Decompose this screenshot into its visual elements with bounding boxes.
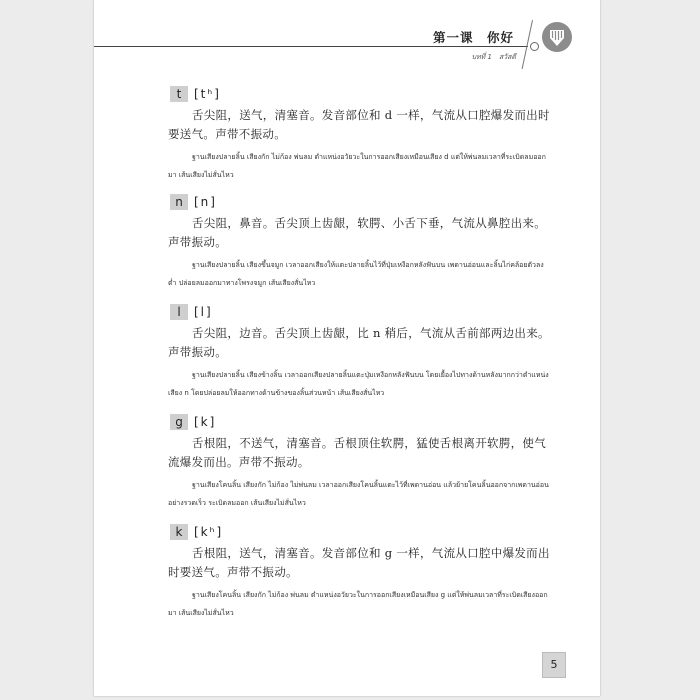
thai-description: ฐานเสียงปลายลิ้น เสียงขึ้นจมูก เวลาออกเสียงให้แตะปลายลิ้นไว้ที่ปุ่มเหงือกหลังฟันบน เพดานอ่อนและลิ้นไก่คล้อยตัวลงต่ำ ปล่อยลมออกมาทางโพรงจมูก เส้นเสียงสั่นไหว: [168, 261, 544, 287]
header-knob: [530, 42, 539, 51]
lesson-title: 第一课 你好: [432, 30, 514, 45]
chinese-description: 舌尖阻，鼻音。舌尖顶上齿龈，软腭、小舌下垂，气流从鼻腔出来。声带振动。: [168, 216, 546, 249]
letter-tag: t: [170, 86, 188, 102]
ipa-symbol: [l]: [194, 305, 213, 319]
chinese-description: 舌根阻，不送气，清塞音。舌根顶住软腭，猛使舌根离开软腭，使气流爆发而出。声带不振动。: [168, 436, 546, 469]
book-page: [94, 0, 600, 696]
thai-description: ฐานเสียงโคนลิ้น เสียงกัก ไม่ก้อง ไม่พ่นลม เวลาออกเสียงโคนลิ้นแตะไว้ที่เพดานอ่อน แล้วย้ายโคนลิ้นออกจากเพดานอ่อนอย่างรวดเร็ว ระเบิดลมออก เส้นเสียงไม่สั่นไหว: [168, 481, 549, 507]
page-header: [94, 0, 600, 80]
page-number: 5: [542, 652, 566, 678]
letter-tag: k: [170, 524, 188, 540]
letter-tag: n: [170, 194, 188, 210]
chinese-description: 舌尖阻，边音。舌尖顶上齿龈，比 n 稍后，气流从舌前部两边出来。声带振动。: [168, 326, 550, 359]
thai-description: ฐานเสียงปลายลิ้น เสียงกัก ไม่ก้อง พ่นลม ตำแหน่งอวัยวะในการออกเสียงเหมือนเสียง d แต่ให้พ่นลมเวลาที่ระเบิดลมออกมา เส้นเสียงไม่สั่นไหว: [168, 153, 546, 179]
ipa-symbol: [kʰ]: [194, 525, 224, 539]
thai-description: ฐานเสียงปลายลิ้น เสียงข้างลิ้น เวลาออกเสียงปลายลิ้นแตะปุ่มเหงือกหลังฟันบน โดยเยื้องไปทางด้านหลังมากกว่าตำแหน่งเสียง n โดยปล่อยลมให้ออกทางด้านข้างของลิ้นส่วนหน้า เส้นเสียงสั่นไหว: [168, 371, 549, 397]
letter-tag: g: [170, 414, 188, 430]
chinese-description: 舌尖阻，送气，清塞音。发音部位和 d 一样，气流从口腔爆发而出时要送气。声带不振动。: [168, 108, 550, 141]
thai-description: ฐานเสียงโคนลิ้น เสียงกัก ไม่ก้อง พ่นลม ตำแหน่งอวัยวะในการออกเสียงเหมือนเสียง g แต่ให้พ่นลมเวลาที่ระเบิดเสียงออกมา เส้นเสียงไม่สั่นไหว: [168, 591, 548, 617]
letter-tag: l: [170, 304, 188, 320]
lesson-subtitle: บทที่ 1 สวัสดี: [471, 53, 516, 61]
ipa-symbol: [tʰ]: [194, 87, 221, 101]
header-rule: [94, 46, 528, 47]
ipa-symbol: [k]: [194, 415, 217, 429]
pen-logo-icon: [542, 22, 572, 52]
ipa-symbol: [n]: [194, 195, 217, 209]
chinese-description: 舌根阻，送气，清塞音。发音部位和 g 一样，气流从口腔中爆发而出时要送气。声带不振动。: [168, 546, 550, 579]
